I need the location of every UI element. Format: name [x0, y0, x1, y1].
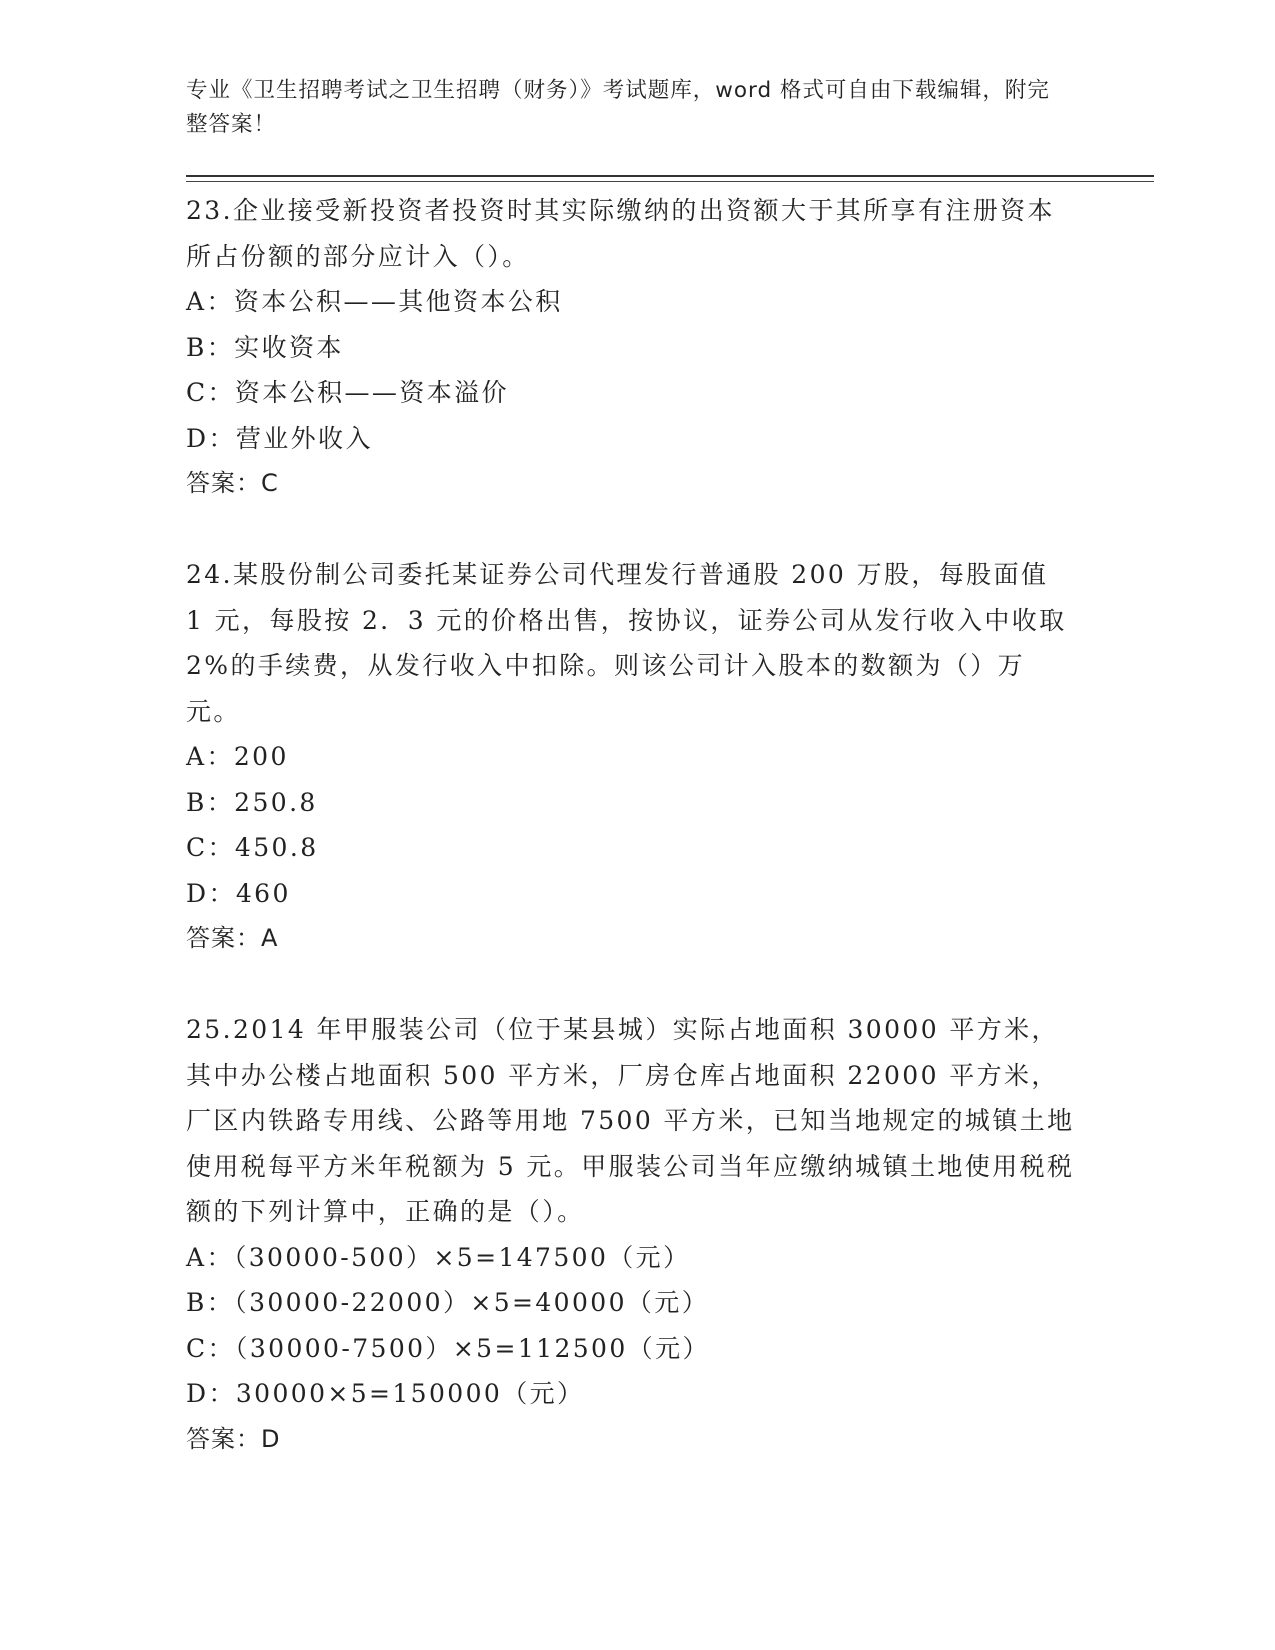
answer-line: 答案：C — [186, 469, 279, 497]
option-a: A：（30000-500）×5=147500（元） — [186, 1242, 691, 1272]
header-divider-thin — [186, 181, 1154, 182]
option-d: D：460 — [186, 878, 291, 908]
header-divider-thick — [186, 175, 1154, 177]
question-25 — [186, 1007, 1076, 1462]
option-c: C：450.8 — [186, 833, 319, 862]
question-stem: 24.某股份制公司委托某证券公司代理发行普通股 200 万股，每股面值 1 元，每股按 2．3 元的价格出售，按协议，证券公司从发行收入中收取 2%的手续费，从发行收入中扣除。则该公司计入股本的数额为（）万元。 — [186, 560, 1067, 726]
question-23 — [186, 188, 1076, 507]
document-header: 专业《卫生招聘考试之卫生招聘（财务）》考试题库，word 格式可自由下载编辑，附完整答案！ — [186, 78, 1050, 137]
option-c: C：（30000-7500）×5=112500（元） — [186, 1333, 710, 1363]
option-d: D：30000×5=150000（元） — [186, 1379, 585, 1408]
question-stem: 23.企业接受新投资者投资时其实际缴纳的出资额大于其所享有注册资本所占份额的部分应计入（）。 — [186, 196, 1055, 271]
question-24 — [186, 552, 1076, 962]
option-d: D：营业外收入 — [186, 423, 373, 453]
option-b: B：（30000-22000）×5=40000（元） — [186, 1288, 710, 1317]
option-a: A：资本公积——其他资本公积 — [186, 287, 563, 316]
option-a: A：200 — [186, 742, 289, 771]
option-b: B：实收资本 — [186, 332, 344, 362]
option-b: B：250.8 — [186, 787, 318, 817]
option-c: C：资本公积——资本溢价 — [186, 378, 509, 407]
answer-line: 答案：A — [186, 924, 279, 952]
answer-line: 答案：D — [186, 1424, 281, 1453]
question-stem: 25.2014 年甲服装公司（位于某县城）实际占地面积 30000 平方米，其中办公楼占地面积 500 平方米，厂房仓库占地面积 22000 平方米，厂区内铁路专用线、公路等用地 7500 平方米，已知当地规定的城镇土地使用税每平方米年税额为 5 元。甲服装公司当年应缴纳城镇土地使用税税额的下列计算中，正确的是（）。 — [186, 1015, 1075, 1226]
